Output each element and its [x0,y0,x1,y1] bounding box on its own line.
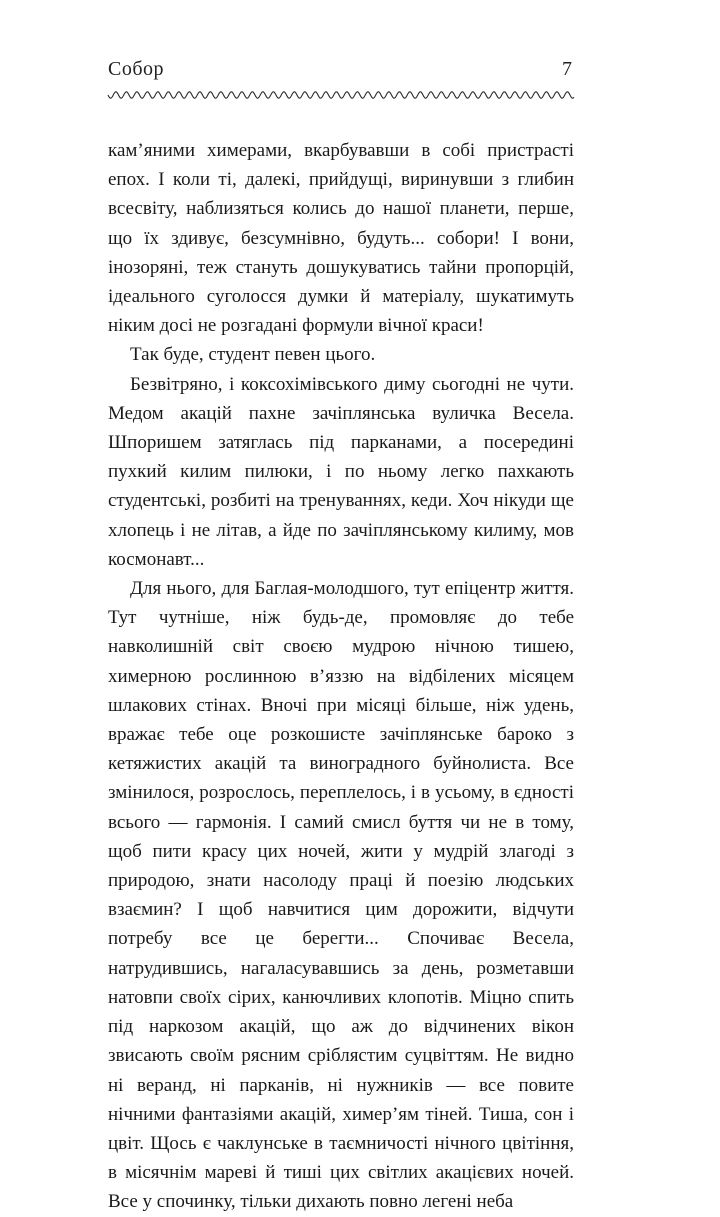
page-number: 7 [562,58,572,80]
running-title: Собор [108,58,165,80]
body-text [108,136,574,1217]
paragraph: Для нього, для Баглая-молодшого, тут епіцентр життя. Тут чутніше, ніж будь-де, промовляє до тебе навколишній світ своєю мудрою нічною тишею, химерною рослинною в’яззю на відбілених місяцем шлакових стінах. Вночі при місяці більше, ніж удень, вражає тебе оце розкошисте зачіплянське бароко з кетяжистих акацій та виноградного буйнолиста. Все змінилося, розрослось, переплелось, і в усьому, в єдності всього — гармонія. І самий смисл буття чи не в тому, щоб пити красу цих ночей, жити у мудрій злагоді з природою, знати насолоду праці й поезію людських взаємин? І щоб навчитися цим дорожити, відчути потребу все це берегти... Спочиває Весела, натрудившись, нагаласувавшись за день, розметавши натовпи своїх сірих, канючливих клопотів. Міцно спить під наркозом акацій, що аж до відчинених вікон звисають своїм рясним сріблястим суцвіттям. Не видно ні веранд, ні парканів, ні нужників — все повите нічними фантазіями акацій, химер’ям тіней. Тиша, сон і цвіт. Щось є чаклунське в таємничості нічного цвітіння, в місячнім мареві й тиші цих світлих акацієвих ночей. Все у спочинку, тільки дихають повно легені неба [108,578,574,1213]
paragraph: Так буде, студент певен цього. [130,344,376,366]
paragraph: Безвітряно, і коксохімівського диму сьогодні не чути. Медом акацій пахне зачіплянська вуличка Весела. Шпоришем затяглась під парканами, а посередині пухкий килим пилюки, і по ньому легко пахкають студентські, розбиті на тренуваннях, кеди. Хоч нікуди ще хлопець і не літав, а йде по зачіплянському килиму, мов космонавт... [108,373,574,570]
wavy-divider [108,88,574,102]
paragraph-continuation: кам’яними химерами, вкарбувавши в собі пристрасті епох. І коли ті, далекі, прийдущі, виринувши з глибин всесвіту, наблизяться колись до нашої планети, перше, що їх здивує, безсумнівно, будуть... собори! І вони, інозоряні, теж стануть дошукуватись тайни пропорцій, ідеального суголосся думки й матеріалу, шукатимуть ніким досі не розгадані формули вічної краси! [108,140,574,337]
